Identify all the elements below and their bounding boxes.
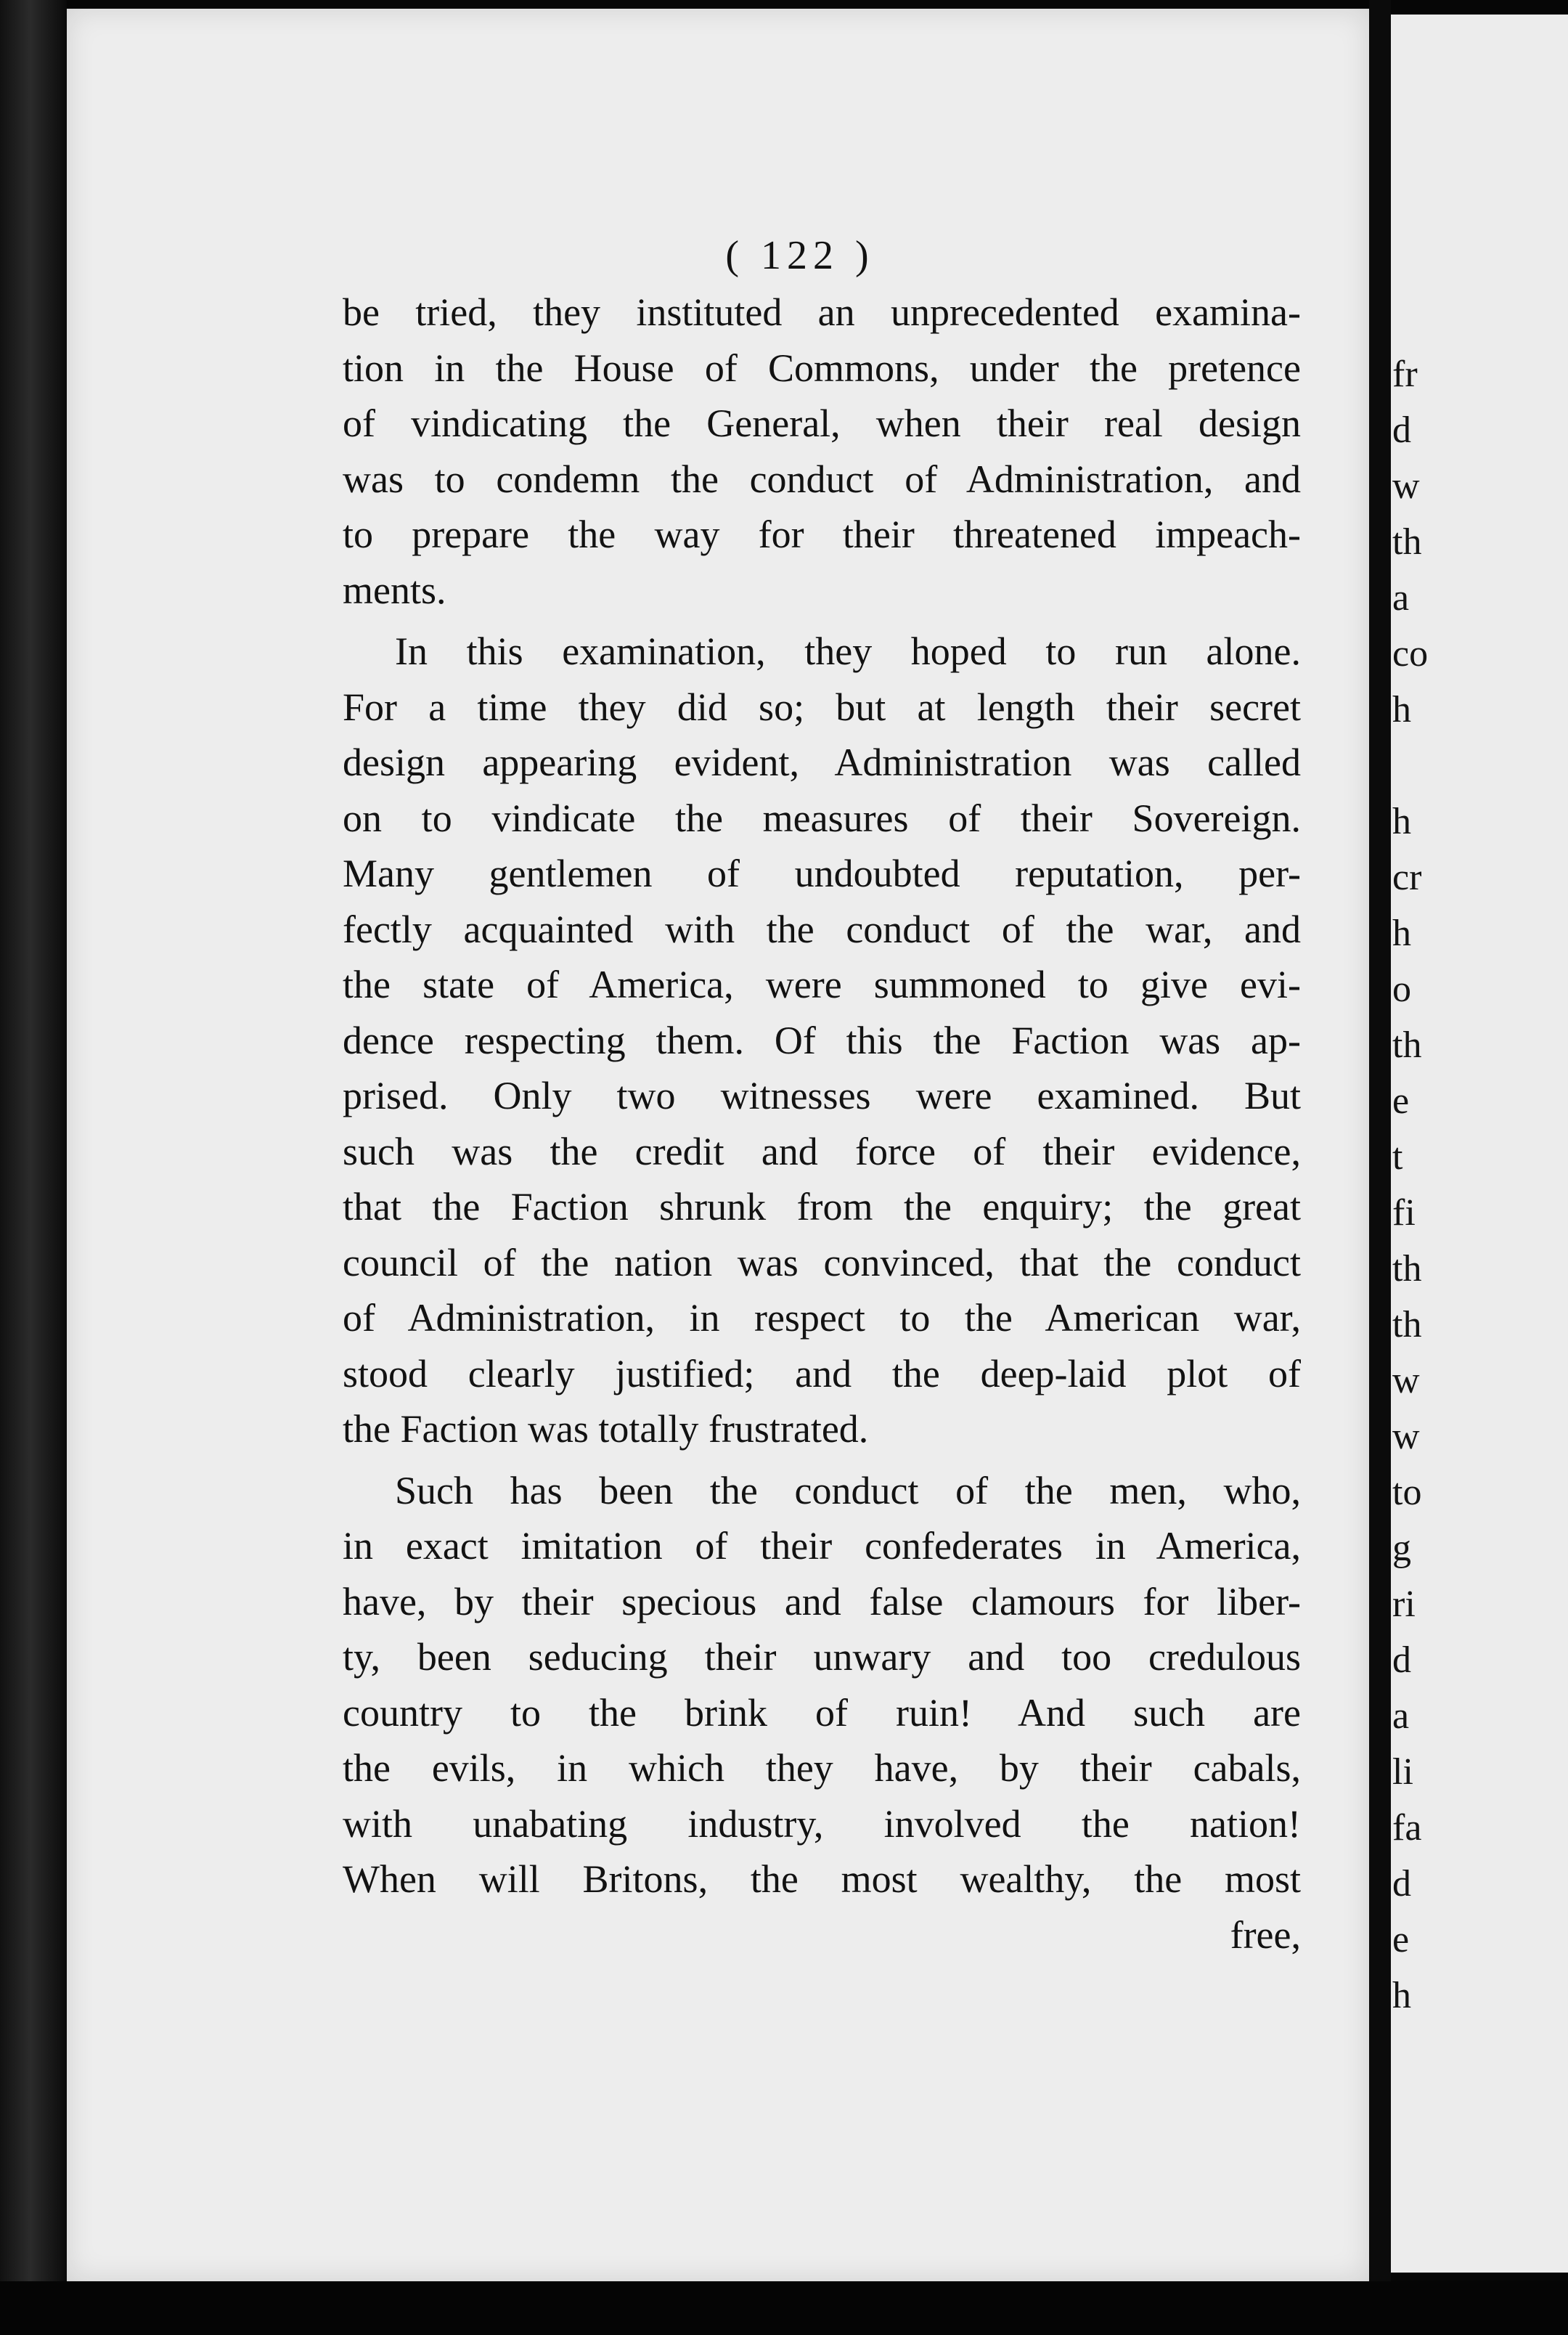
- scan-bottom-border: [0, 2281, 1568, 2335]
- text-line: dence respecting them. Of this the Faction was ap-: [343, 1018, 1301, 1062]
- text-line: In this examination, they hoped to run alone.: [395, 629, 1301, 673]
- facing-page-line-start: fa: [1392, 1807, 1422, 1849]
- facing-page-line-start: w: [1392, 1360, 1420, 1401]
- facing-page-line-start: t: [1392, 1136, 1403, 1178]
- paragraph: [343, 1463, 1301, 1907]
- text-line: to prepare the way for their threatened impeach-: [343, 513, 1301, 556]
- facing-page-line-start: d: [1392, 1639, 1411, 1681]
- text-line: design appearing evident, Administration was called: [343, 741, 1301, 784]
- page-gutter: [1369, 0, 1391, 2335]
- text-line: prised. Only two witnesses were examined. But: [343, 1074, 1301, 1117]
- facing-page-line-start: w: [1392, 1416, 1420, 1457]
- paragraph-gap: [343, 1457, 1301, 1463]
- text-line: ments.: [343, 568, 446, 612]
- text-line: council of the nation was convinced, that the conduct: [343, 1240, 1301, 1284]
- facing-page-line-start: th: [1392, 521, 1422, 563]
- facing-page-line-start: a: [1392, 1695, 1410, 1737]
- text-line: Such has been the conduct of the men, who,: [395, 1468, 1301, 1512]
- facing-page-line-start: e: [1392, 1080, 1410, 1122]
- facing-page-line-start: h: [1392, 689, 1411, 730]
- text-line: fectly acquainted with the conduct of the war, and: [343, 907, 1301, 951]
- paragraph: [343, 285, 1301, 618]
- facing-page-line-start: h: [1392, 801, 1411, 842]
- body-text: [343, 285, 1301, 1907]
- facing-page-line-start: th: [1392, 1024, 1422, 1066]
- text-line: the Faction was totally frustrated.: [343, 1407, 869, 1451]
- paragraph: [343, 624, 1301, 1457]
- text-line: that the Faction shrunk from the enquiry; the great: [343, 1185, 1301, 1228]
- text-line: of Administration, in respect to the American war,: [343, 1296, 1301, 1340]
- facing-page-line-start: d: [1392, 1863, 1411, 1904]
- text-line: be tried, they instituted an unprecedented examina-: [343, 290, 1301, 334]
- text-line: country to the brink of ruin! And such are: [343, 1690, 1301, 1735]
- facing-page-line-start: cr: [1392, 857, 1422, 898]
- facing-page-line-start: li: [1392, 1751, 1413, 1793]
- facing-page-line-start: th: [1392, 1304, 1422, 1345]
- facing-page-line-start: fi: [1392, 1192, 1416, 1234]
- page-text-block: [343, 227, 1301, 1963]
- text-line: of vindicating the General, when their real design: [343, 402, 1301, 445]
- page-number: ( 122 ): [725, 233, 875, 278]
- facing-page-line-start: to: [1392, 1472, 1422, 1513]
- book-page: [67, 9, 1369, 2281]
- text-line: have, by their specious and false clamours for liber-: [343, 1579, 1301, 1623]
- facing-page-line-start: h: [1392, 913, 1411, 954]
- facing-page-line-start: co: [1392, 633, 1429, 675]
- facing-page-line-start: g: [1392, 1528, 1411, 1569]
- text-line: on to vindicate the measures of their Sovereign.: [343, 796, 1301, 840]
- text-line: with unabating industry, involved the nation!: [343, 1801, 1301, 1846]
- facing-page-line-start: fr: [1392, 354, 1418, 395]
- text-line: was to condemn the conduct of Administration, and: [343, 457, 1301, 501]
- facing-page-line-start: th: [1392, 1248, 1422, 1289]
- facing-page-fragment: [1391, 15, 1568, 2273]
- catchword: free,: [1230, 1912, 1301, 1957]
- facing-page-line-start: ri: [1392, 1584, 1416, 1625]
- facing-page-line-start: o: [1392, 969, 1411, 1010]
- text-line: such was the credit and force of their evidence,: [343, 1129, 1301, 1173]
- facing-page-line-start: e: [1392, 1919, 1410, 1960]
- facing-page-line-start: a: [1392, 577, 1410, 619]
- text-line: in exact imitation of their confederates in America,: [343, 1524, 1301, 1568]
- text-line: stood clearly justified; and the deep-laid plot of: [343, 1351, 1301, 1395]
- paragraph-gap: [343, 618, 1301, 624]
- text-line: the evils, in which they have, by their cabals,: [343, 1746, 1301, 1790]
- text-line: For a time they did so; but at length their secret: [343, 685, 1301, 729]
- binding-edge: [0, 0, 67, 2335]
- text-line: Many gentlemen of undoubted reputation, per-: [343, 852, 1301, 895]
- facing-page-line-start: w: [1392, 465, 1420, 507]
- facing-page-line-start: d: [1392, 409, 1411, 451]
- facing-page-line-start: h: [1392, 1975, 1411, 2016]
- text-line: ty, been seducing their unwary and too credulous: [343, 1635, 1301, 1679]
- text-line: the state of America, were summoned to give evi-: [343, 963, 1301, 1006]
- text-line: tion in the House of Commons, under the pretence: [343, 346, 1301, 390]
- text-line: When will Britons, the most wealthy, the most: [343, 1857, 1301, 1901]
